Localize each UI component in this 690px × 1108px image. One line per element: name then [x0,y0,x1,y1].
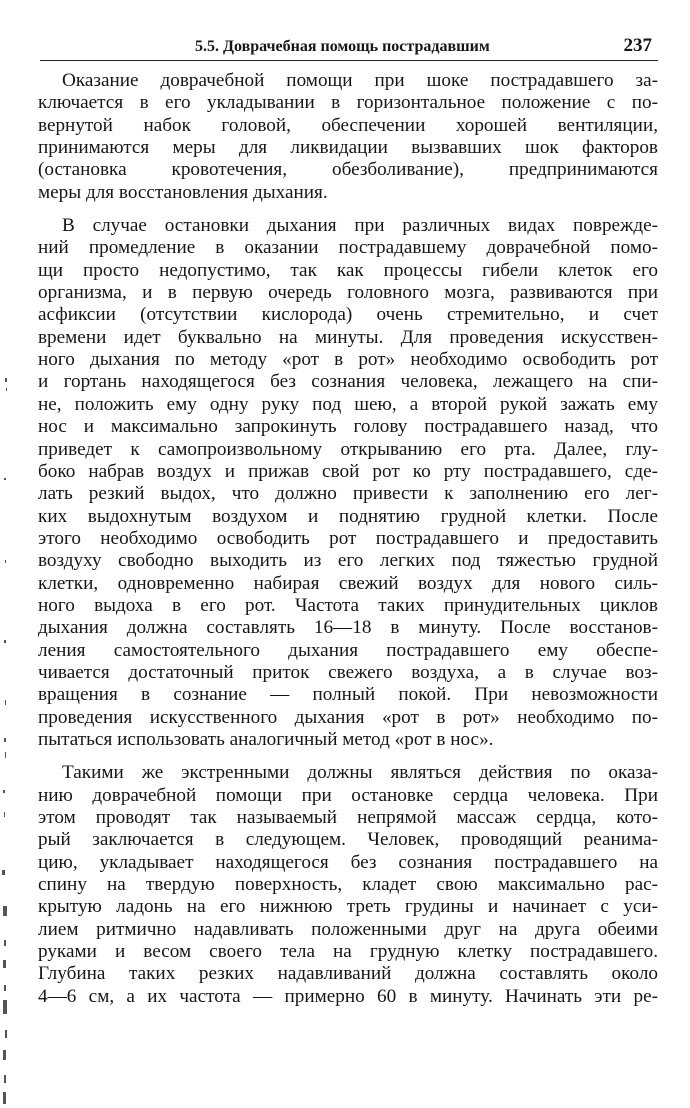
text-line: проведения искусственного дыхания «рот в рот» необходимо по- [38,706,658,728]
text-line: руками и весом своего тела на грудную клетку пострадавшего. [38,941,658,963]
text-line: вернутой набок головой, обеспечении хорошей вентиляции, [38,114,658,136]
text-line: спину на твердую поверхность, кладет свою максимально рас- [38,874,658,896]
text-line: 4—6 см, а их частота — примерно 60 в минуту. Начинать эти ре- [38,985,658,1007]
text-line: не, положить ему одну руку под шею, а второй рукой зажать ему [38,393,658,415]
text-line: Глубина таких резких надавливаний должна составлять около [38,963,658,985]
text-line: лать резкий выдох, что должно привести к заполнению его лег- [38,483,658,505]
text-line: лием ритмично надавливать положенными друг на друга обеими [38,918,658,940]
text-line: Оказание доврачебной помощи при шоке пострадавшего за- [62,70,658,91]
text-line: организма, и в первую очередь головного мозга, развиваются при [38,282,658,304]
text-line: этого необходимо освободить рот пострадавшего и предоставить [38,527,658,549]
text-line: ний промедление в оказании пострадавшему доврачебной помо- [38,237,658,259]
text-line: ного дыхания по методу «рот в рот» необходимо освободить рот [38,349,658,371]
text-line: ного выдоха в его рот. Частота таких принудительных циклов [38,594,658,616]
text-line: приведет к самопроизвольному открыванию его рта. Далее, глу- [38,438,658,460]
text-line: (остановка кровотечения, обезболивание), предпринимаются [38,159,658,181]
text-line: рый заключается в следующем. Человек, проводящий реанима- [38,829,658,851]
text-line: воздуху свободно выходить из его легких под тяжестью грудной [38,550,658,572]
text-line: меры для восстановления дыхания. [38,181,328,203]
paragraph-heart [38,762,658,1008]
text-line: цию, укладывает находящегося без сознания пострадавшего на [38,851,658,873]
text-line: нос и максимально запрокинуть голову пострадавшего назад, что [38,416,658,438]
text-line: принимаются меры для ликвидации вызвавших шок факторов [38,137,658,159]
text-line: В случае остановки дыхания при различных видах поврежде- [62,215,658,237]
paragraph-breathing [38,215,658,751]
text-line: боко набрав воздух и прижав свой рот ко рту пострадавшего, сде- [38,460,658,482]
running-header [40,34,658,60]
text-line: ключается в его укладывании в горизонтальное положение с по- [38,92,658,114]
text-line: и гортань находящегося без сознания человека, лежащего на спи- [38,371,658,393]
text-line: Такими же экстренными должны являться действия по оказа- [62,762,658,784]
paragraph-shock [38,70,658,204]
text-line: асфиксии (отсутствии кислорода) очень стремительно, и счет [38,304,658,326]
body-text [38,70,658,1008]
header-rule [40,60,658,61]
text-line: времени идет буквально на минуты. Для проведения искусствен- [38,326,658,348]
text-line: крытую ладонь на его нижнюю треть грудины и начинает с уси- [38,896,658,918]
text-line: щи просто недопустимо, так как процессы гибели клеток его [38,259,658,281]
text-line: ления самостоятельного дыхания пострадавшего ему обеспе- [38,639,658,661]
paragraph-gap [38,751,658,762]
text-line: этом проводят так называемый непрямой массаж сердца, кото- [38,807,658,828]
text-line: ких выдохнутым воздухом и поднятию грудной клетки. После [38,505,658,527]
section-title: 5.5. Доврачебная помощь пострадавшим [195,38,490,55]
text-line: чивается достаточный приток свежего воздуха, а в случае воз- [38,661,658,683]
scan-margin-noise [0,0,20,1108]
paragraph-gap [38,204,658,215]
text-line: клетки, одновременно набирая свежий воздух для нового силь- [38,572,658,594]
text-line: нию доврачебной помощи при остановке сердца человека. При [38,784,658,806]
text-line: дыхания должна составлять 16—18 в минуту. После восстанов- [38,617,658,639]
text-line: вращения в сознание — полный покой. При невозможности [38,684,658,706]
page-number: 237 [623,35,652,56]
text-line: пытаться использовать аналогичный метод «рот в нос». [38,728,494,750]
